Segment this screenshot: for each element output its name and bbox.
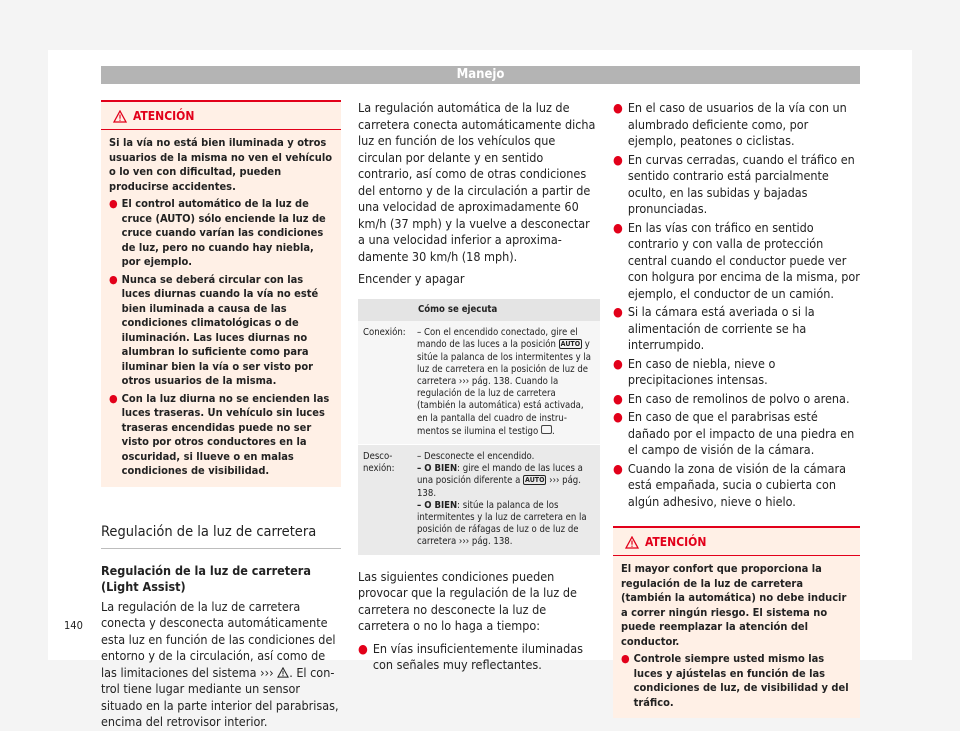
table-row: Desconexión: – Desconecte el encendido. – O BIEN: gire el mando de las luces a una posición diferente a AUTO ››› pág. 138. – O BIEN: sitúe la palanca de los intermitentes y la luz de carretera en la posición de ráfagas de luz o de luz de carretera ››› pág. 138.	[358, 445, 600, 555]
operation-table	[358, 299, 600, 555]
high-beam-assist-indicator-icon	[541, 425, 552, 434]
table-header: Cómo se ejecuta	[412, 299, 600, 321]
column-middle	[358, 100, 600, 674]
list-item: ● Cuando la zona de visión de la cámara está empañada, sucia o cubierta con algún adhesivo, nieve o hielo.	[613, 460, 847, 509]
body-paragraph: La regulación de la luz de carretera conecta y desconecta automáticamente esta luz en función de las condiciones del entorno y de la circulación, así como de las limitaciones del sistema ››› . El control tiene lugar mediante un sensor situado en la parte interior del parabrisas, encima del retrovisor interior.	[101, 598, 339, 729]
warning-bullet: ● Controle siempre usted mismo las luces y ajústelas en función de las condiciones de luz, de visibilidad y del tráfico.	[621, 652, 849, 709]
warning-triangle-icon	[625, 536, 639, 549]
warning-intro: Si la vía no está bien iluminada y otros usuarios de la misma no ven el vehículo o lo ven con dificultad, pueden producirse accidentes.	[109, 136, 333, 193]
warning-bullet: ● El control automático de la luz de cruce (AUTO) sólo enciende la luz de cruce cuando varían las condiciones de luz, pero no cuando hay niebla, por ejemplo.	[109, 197, 326, 268]
column-right	[613, 100, 860, 718]
warning-title: ATENCIÓN	[645, 535, 707, 549]
body-paragraph: La regulación automática de la luz de carretera conecta automáticamente dicha luz en función de los vehículos que circulan por delante y en sentido contrario, así como de otras condiciones del entorno y de la circulación a partir de una velocidad de aproximadamente 60 km/h (37 mph) y la vuelve a desconectar a una velocidad inferior a aproximadamente 30 km/h (18 mph).	[358, 100, 596, 264]
warning-bullet: ● Nunca se deberá circular con las luces diurnas cuando la vía no esté bien iluminada a causa de las condiciones climatológicas o de iluminación. Las luces diurnas no alumbran lo suficiente como para iluminar bien la vía o ser visto por otros usuarios de la misma.	[109, 272, 319, 387]
list-item: ● En curvas cerradas, cuando el tráfico en sentido contrario está parcialmente oculto, en las subidas y bajadas pronunciadas.	[613, 151, 855, 216]
body-paragraph: Las siguientes condiciones pueden provocar que la regulación de la luz de carretera no desconecte la luz de carretera o no lo haga a tiempo:	[358, 568, 577, 634]
warning-box	[613, 526, 860, 718]
warning-triangle-icon	[113, 110, 127, 123]
auto-switch-icon: AUTO	[560, 340, 581, 349]
page-reference-link[interactable]: ››› pág. 138	[417, 475, 581, 499]
list-item: ● En el caso de usuarios de la vía con un alumbrado deficiente como, por ejemplo, peatones o ciclistas.	[613, 100, 847, 148]
list-item: ● Si la cámara está averiada o si la alimentación de corriente se ha interrumpido.	[613, 304, 815, 352]
list-item: ● En caso de remolinos de polvo o arena.	[613, 390, 850, 406]
section-header: Manejo	[101, 66, 860, 84]
list-item: ● En caso de niebla, nieve o precipitaciones intensas.	[613, 355, 776, 387]
list-item: ● En caso de que el parabrisas esté dañado por el impacto de una piedra en el campo de visión de la cámara.	[613, 409, 855, 457]
warning-title: ATENCIÓN	[133, 109, 195, 123]
list-item: ● En las vías con tráfico en sentido contrario y con valla de protección central cuando el conductor puede ver con holgura por encima de la misma, por ejemplo, el conductor de un camión.	[613, 219, 860, 301]
warning-triangle-icon	[277, 667, 289, 678]
warning-box	[101, 100, 341, 487]
page-reference-link[interactable]: ››› pág. 138	[458, 376, 510, 388]
subheading: Encender y apagar	[358, 271, 465, 286]
warning-intro: El mayor confort que proporciona la regulación de la luz de carretera (también la automática) no debe inducir a correr ningún riesgo. El sistema no puede reemplazar la atención del conductor.	[621, 562, 847, 648]
column-left	[101, 100, 341, 731]
list-item: ● En vías insuficientemente iluminadas con señales muy reflectantes.	[358, 640, 584, 673]
cross-reference-link[interactable]: ›››	[260, 664, 274, 680]
page-reference-link[interactable]: ››› pág. 138	[458, 536, 510, 548]
auto-switch-icon: AUTO	[525, 476, 545, 485]
table-row: Conexión: – Con el encendido conectado, gire el mando de las luces a la posición AUTO y sitúe la palanca de los intermitentes y la luz de carretera en la posición de luz de carretera ››› pág. 138. Cuando la regulación de la luz de carretera (también la automática) está activada, en la pantalla del cuadro de instrumentos se ilumina el testigo .	[358, 321, 600, 444]
subsection-title: Regulación de la luz de carretera (Light Assist)	[101, 562, 311, 594]
warning-bullet: ● Con la luz diurna no se encienden las luces traseras. Un vehículo sin luces traseras encendidas puede no ser visto por otros conductores en la oscuridad, si llueve o en malas condiciones de visibilidad.	[109, 391, 330, 477]
section-title: Regulación de la luz de carretera	[101, 524, 341, 549]
page-number: 140	[64, 619, 83, 632]
